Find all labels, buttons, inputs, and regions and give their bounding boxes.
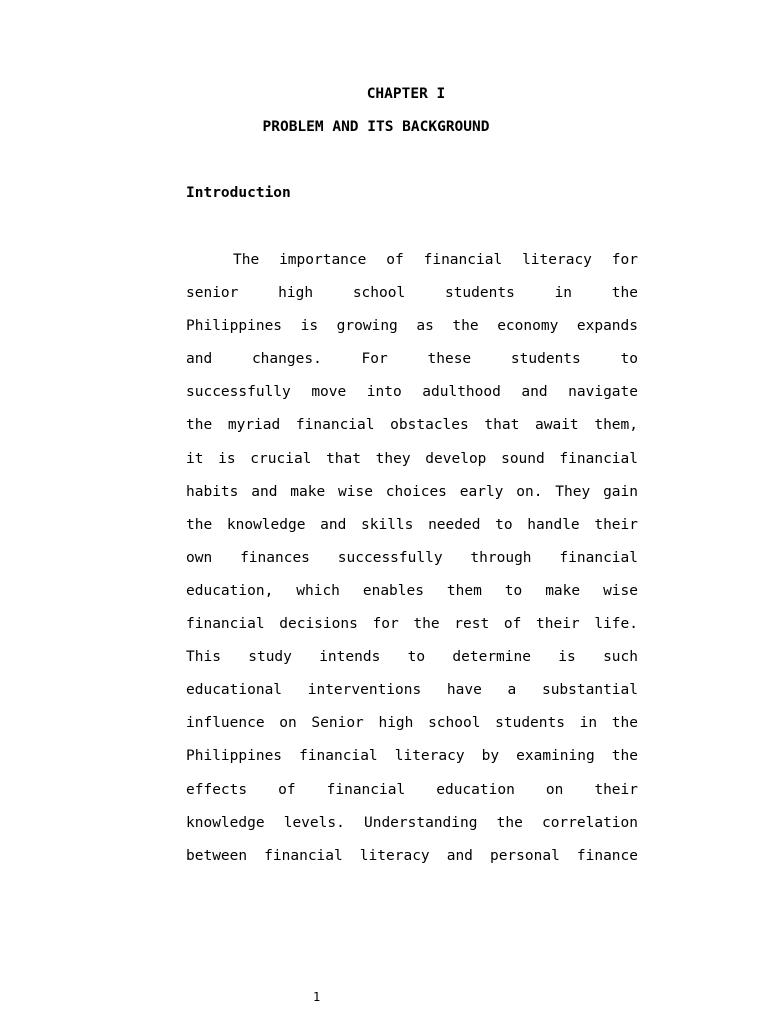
- paragraph-line: and changes. For these students to: [186, 351, 638, 368]
- section-title: PROBLEM AND ITS BACKGROUND: [262, 119, 490, 135]
- paragraph-line: influence on Senior high school students in the: [186, 715, 638, 732]
- paragraph-line: financial decisions for the rest of their life.: [186, 616, 638, 633]
- chapter-heading: CHAPTER I: [366, 86, 446, 102]
- paragraph-line: The importance of financial literacy for: [233, 252, 638, 268]
- paragraph-line: habits and make wise choices early on. They gain: [186, 483, 638, 500]
- paragraph-line: it is crucial that they develop sound financial: [186, 450, 638, 467]
- paragraph-line: education, which enables them to make wise: [186, 582, 638, 599]
- body-paragraph: [186, 248, 638, 877]
- paragraph-line: the knowledge and skills needed to handle their: [186, 516, 638, 533]
- paragraph-line: knowledge levels. Understanding the correlation: [186, 814, 638, 831]
- paragraph-line: own finances successfully through financial: [186, 549, 638, 566]
- paragraph-line: the myriad financial obstacles that await them,: [186, 417, 638, 434]
- paragraph-line: educational interventions have a substantial: [186, 682, 638, 699]
- paragraph-line: successfully move into adulthood and navigate: [186, 384, 638, 401]
- paragraph-line: between financial literacy and personal finance: [186, 847, 638, 864]
- paragraph-line: Philippines financial literacy by examining the: [186, 748, 638, 765]
- subheading-introduction: Introduction: [186, 185, 291, 201]
- page-number: 1: [313, 990, 321, 1004]
- paragraph-line: This study intends to determine is such: [186, 649, 638, 666]
- paragraph-line: Philippines is growing as the economy expands: [186, 318, 638, 335]
- paragraph-line: senior high school students in the: [186, 285, 638, 302]
- paragraph-line: effects of financial education on their: [186, 781, 638, 798]
